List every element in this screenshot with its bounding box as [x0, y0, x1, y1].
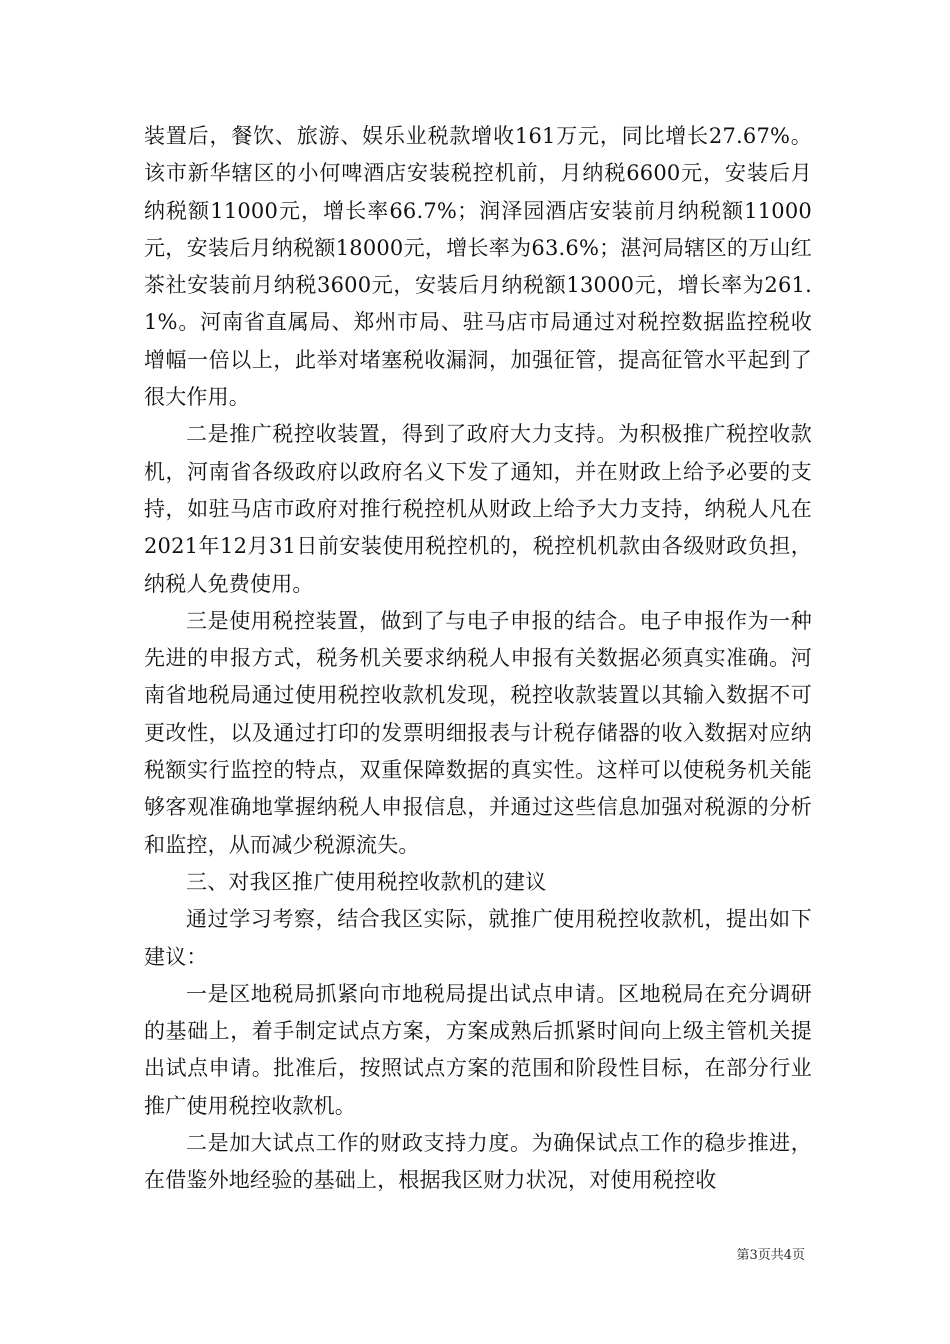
document-body — [144, 118, 812, 1200]
paragraph-electronic-filing: 三是使用税控装置，做到了与电子申报的结合。电子申报作为一种先进的申报方式，税务机关要求纳税人申报有关数据必须真实准确。河南省地税局通过使用税控收款机发现，税控收款装置以其输入数据不可更改性，以及通过打印的发票明细报表与计税存储器的收入数据对应纳税额实行监控的特点，双重保障数据的真实性。这样可以使税务机关能够客观准确地掌握纳税人申报信息，并通过这些信息加强对税源的分析和监控，从而减少税源流失。 — [144, 608, 812, 857]
paragraph-suggestion-two: 二是加大试点工作的财政支持力度。为确保试点工作的稳步推进，在借鉴外地经验的基础上，根据我区财力状况，对使用税控收 — [144, 1131, 812, 1193]
section-heading: 三、对我区推广使用税控收款机的建议 — [186, 869, 547, 894]
paragraph-intro-suggestions: 通过学习考察，结合我区实际，就推广使用税控收款机，提出如下建议： — [144, 907, 812, 969]
paragraph-suggestion-one: 一是区地税局抓紧向市地税局提出试点申请。区地税局在充分调研的基础上，着手制定试点方案，方案成熟后抓紧时间向上级主管机关提出试点申请。批准后，按照试点方案的范围和阶段性目标，在部分行业推广使用税控收款机。 — [144, 981, 812, 1118]
paragraph-continuation: 装置后，餐饮、旅游、娱乐业税款增收161万元，同比增长27.67%。该市新华辖区的小何啤酒店安装税控机前，月纳税6600元，安装后月纳税额11000元，增长率66.7%；润泽园酒店安装前月纳税额11000元，安装后月纳税额18000元，增长率为63.6%；湛河局辖区的万山红茶社安装前月纳税3600元，安装后月纳税额13000元，增长率为261.1%。河南省直属局、郑州市局、驻马店市局通过对税控数据监控税收增幅一倍以上，此举对堵塞税收漏洞，加强征管，提高征管水平起到了很大作用。 — [144, 124, 812, 410]
paragraph-government-support: 二是推广税控收装置，得到了政府大力支持。为积极推广税控收款机，河南省各级政府以政府名义下发了通知，并在财政上给予必要的支持，如驻马店市政府对推行税控机从财政上给予大力支持，纳税人凡在2021年12月31日前安装使用税控机的，税控机机款由各级财政负担，纳税人免费使用。 — [144, 422, 812, 596]
page-number-footer: 第3页共4页 — [736, 1248, 805, 1263]
